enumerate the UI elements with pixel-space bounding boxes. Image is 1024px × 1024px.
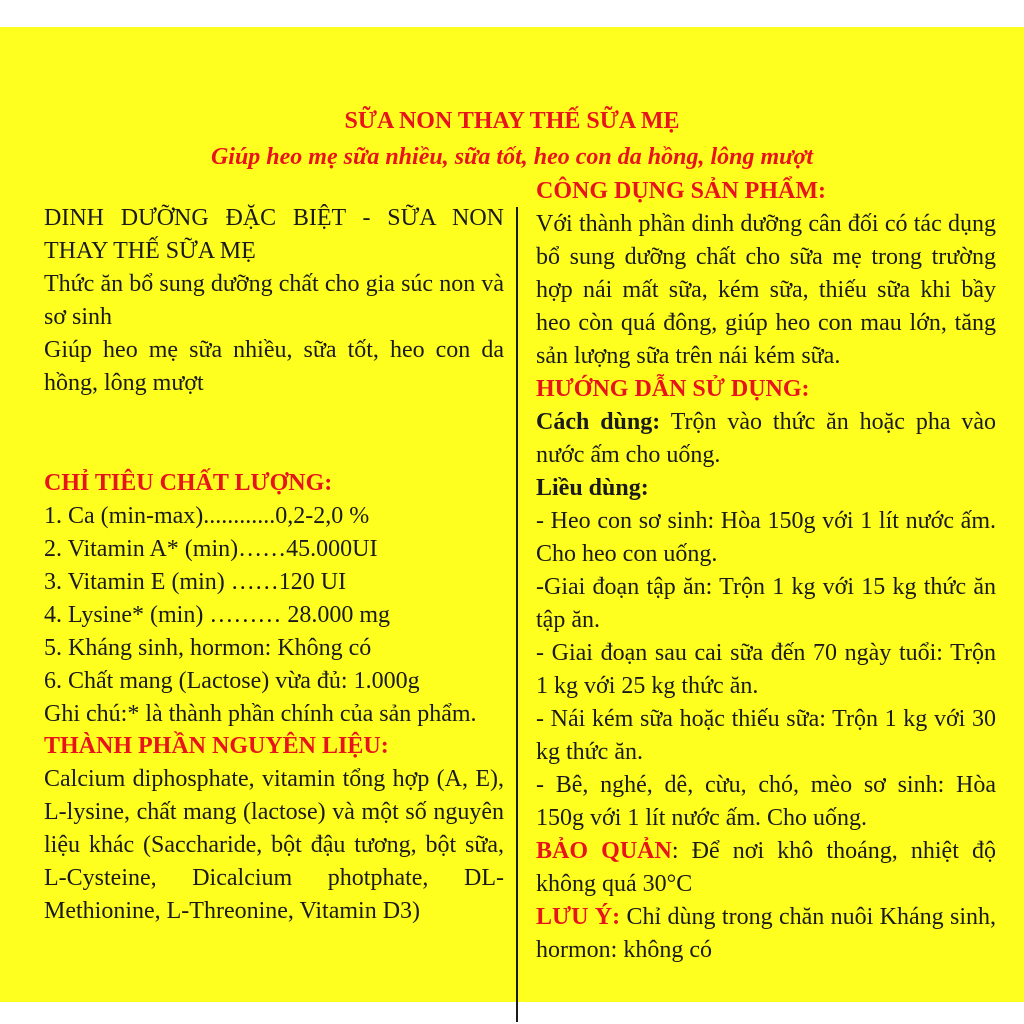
note-text: Chỉ dùng trong chăn nuôi Kháng sinh, hormon: không có xyxy=(536,904,996,963)
note-paragraph xyxy=(536,901,996,967)
usage-paragraph xyxy=(536,406,996,472)
uses-text: Với thành phần dinh dưỡng cân đối có tác dụng bổ sung dưỡng chất cho sữa mẹ trong trường hợp nái mất sữa, kém sữa, thiếu sữa khi bầy heo còn quá đông, giúp heo con mau lớn, tăng sản lượng sữa trên nái kém sữa. xyxy=(536,211,996,369)
right-column xyxy=(536,175,996,967)
page-subtitle: Giúp heo mẹ sữa nhiều, sữa tốt, heo con da hồng, lông mượt xyxy=(210,144,814,170)
column-divider xyxy=(516,207,518,1022)
quality-section xyxy=(44,467,504,731)
ingredients-section xyxy=(44,730,504,928)
quality-heading: CHỈ TIÊU CHẤT LƯỢNG: xyxy=(44,470,333,496)
quality-item: 4. Lysine* (min) ……… 28.000 mg xyxy=(44,602,390,628)
quality-item: 6. Chất mang (Lactose) vừa đủ: 1.000g xyxy=(44,668,420,694)
note-label: LƯU Ý: xyxy=(536,904,621,930)
intro-line: Thức ăn bổ sung dưỡng chất cho gia súc non và sơ sinh xyxy=(44,271,504,330)
dosage-item: - Nái kém sữa hoặc thiếu sữa: Trộn 1 kg với 30 kg thức ăn. xyxy=(536,706,996,765)
storage-text: : Để nơi khô thoáng, nhiệt độ không quá 30°C xyxy=(536,838,997,897)
quality-item: 5. Kháng sinh, hormon: Không có xyxy=(44,635,372,661)
quality-item: 1. Ca (min-max)............0,2-2,0 % xyxy=(44,503,370,529)
guide-heading: HƯỚNG DẪN SỬ DỤNG: xyxy=(536,376,810,402)
dosage-label: Liều dùng: xyxy=(536,475,649,501)
left-column xyxy=(44,202,504,400)
intro-line: Giúp heo mẹ sữa nhiều, sữa tốt, heo con da hồng, lông mượt xyxy=(44,337,504,396)
storage-label: BẢO QUẢN xyxy=(536,838,672,864)
storage-paragraph xyxy=(536,835,996,901)
usage-label: Cách dùng: xyxy=(536,409,661,435)
quality-note: Ghi chú:* là thành phần chính của sản phẩm. xyxy=(44,701,477,727)
quality-item: 2. Vitamin A* (min)……45.000UI xyxy=(44,536,378,562)
intro-line: DINH DƯỠNG ĐẶC BIỆT - SỮA NON THAY THẾ SỮA MẸ xyxy=(44,205,504,264)
quality-item: 3. Vitamin E (min) ……120 UI xyxy=(44,569,347,595)
usage-text: Trộn vào thức ăn hoặc pha vào nước ấm cho uống. xyxy=(536,409,996,468)
dosage-item: - Bê, nghé, dê, cừu, chó, mèo sơ sinh: Hòa 150g với 1 lít nước ấm. Cho uống. xyxy=(536,772,996,831)
product-label xyxy=(0,27,1024,1002)
ingredients-text: Calcium diphosphate, vitamin tổng hợp (A, E), L-lysine, chất mang (lactose) và một số nguyên liệu khác (Saccharide, bột đậu tương, bột sữa, L-Cysteine, Dicalcium photphate, DL-Methionine, L-Threonine, Vitamin D3) xyxy=(44,766,504,924)
dosage-item: - Giai đoạn sau cai sữa đến 70 ngày tuổi: Trộn 1 kg với 25 kg thức ăn. xyxy=(536,640,996,699)
dosage-item: - Heo con sơ sinh: Hòa 150g với 1 lít nước ấm. Cho heo con uống. xyxy=(536,508,996,567)
ingredients-heading: THÀNH PHẦN NGUYÊN LIỆU: xyxy=(44,733,389,759)
uses-heading: CÔNG DỤNG SẢN PHẨM: xyxy=(536,178,826,204)
dosage-item: -Giai đoạn tập ăn: Trộn 1 kg với 15 kg thức ăn tập ăn. xyxy=(536,574,996,633)
page-title: SỮA NON THAY THẾ SỮA MẸ xyxy=(344,108,680,134)
